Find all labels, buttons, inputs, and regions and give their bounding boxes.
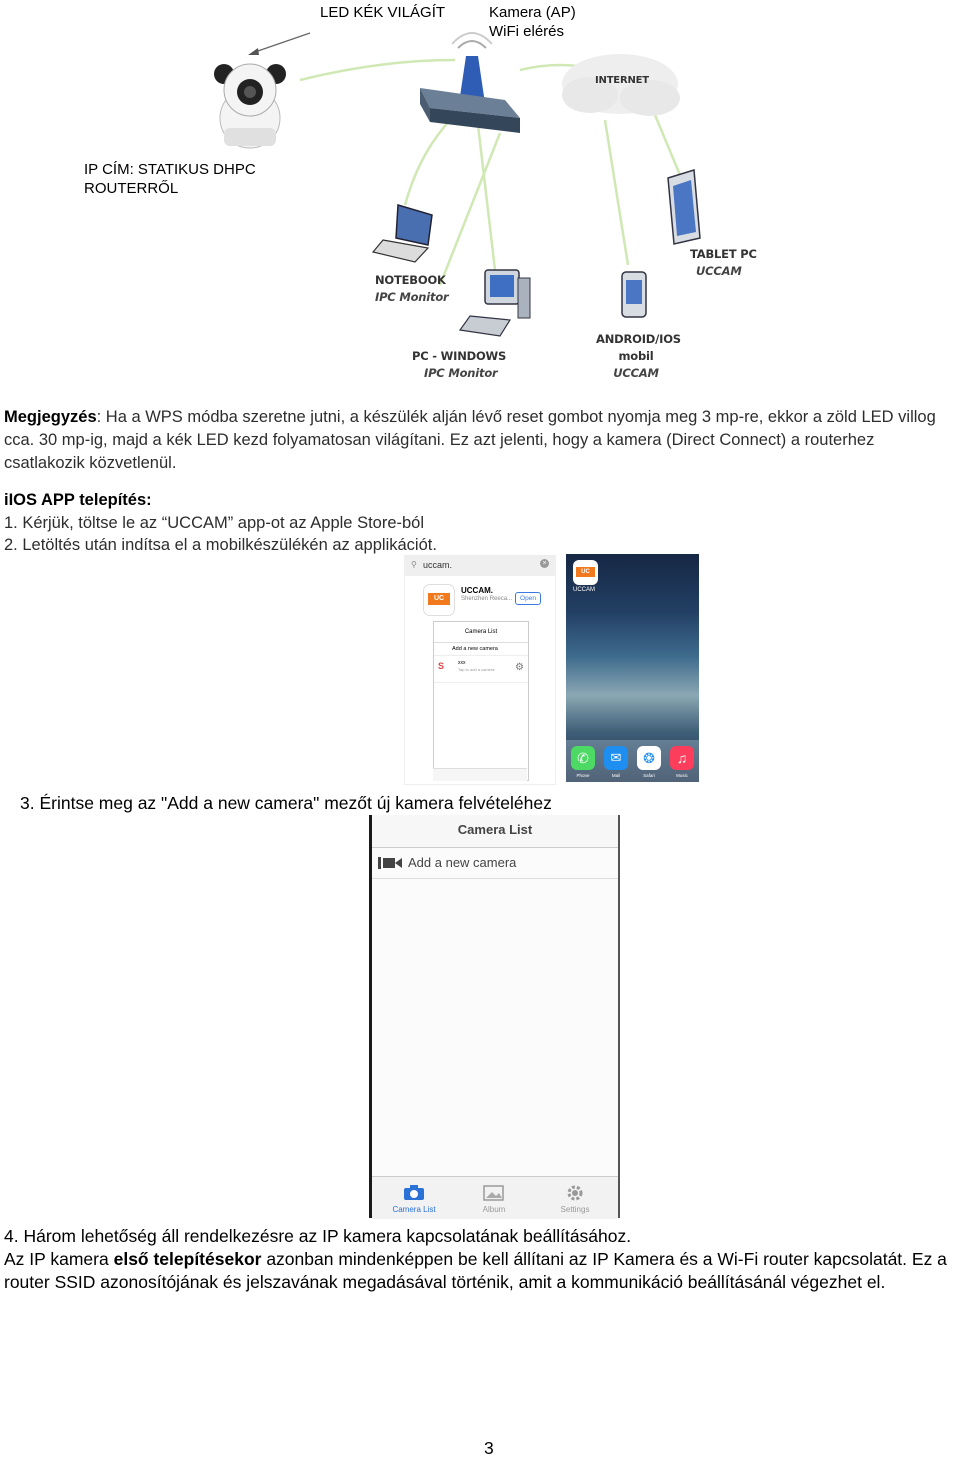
home-app-label: UCCAM [573, 587, 595, 593]
uccam-home-icon[interactable]: UC CAM [573, 560, 598, 585]
device-logo-icon: S [438, 661, 445, 671]
ip-camera-icon [214, 64, 286, 148]
mail-icon[interactable]: ✉ [604, 746, 628, 770]
safari-icon[interactable]: ❂ [637, 746, 661, 770]
album-tab-label[interactable]: Album [482, 1205, 506, 1214]
store-search-bar[interactable] [405, 556, 555, 576]
final-paragraph: Az IP kamera első telepítésekor azonban mindenképpen be kell állítani az IP Kamera és a Wi-Fi router kapcsolatát. Ez a router SSID azonosítójának és jelszavának megadásával történik, amit a kommunikáció beállításánál végezhet el. [4, 1249, 947, 1292]
mini-device-row[interactable]: S xxx Tap to add a camera ⚙ [434, 656, 528, 683]
notebook-label: NOTEBOOK IPC Monitor [375, 273, 449, 304]
store-app-name: UCCAM. [461, 586, 493, 595]
music-icon[interactable]: ♫ [670, 746, 694, 770]
album-tab-icon[interactable] [483, 1184, 505, 1202]
camera-list-screenshot [369, 815, 620, 1218]
tablet-label: TABLET PC UCCAM [690, 247, 757, 278]
mini-title: Camera List [434, 622, 528, 643]
search-icon: ⚲ [411, 560, 417, 569]
step-3: 3. Érintse meg az "Add a new camera" mezőt új kamera felvételéhez [20, 793, 552, 813]
gear-icon[interactable]: ⚙ [515, 662, 524, 673]
mobile-phone-icon [622, 272, 646, 317]
mobile-label: ANDROID/IOS mobil UCCAM [596, 332, 681, 380]
add-camera-row[interactable] [372, 848, 618, 879]
store-search-text: uccam. [423, 560, 453, 570]
note-text: : Ha a WPS módba szeretne jutni, a készülék alján lévő reset gombot nyomja meg 3 mp-re, ekkor a zöld LED villog cca. 30 mp-ig, majd a kék LED kezd folyamatosan világítani. Ez azt jelenti, hogy a kamera (Direct Connect) a routerhez csatlakozik közvetlenül. [4, 408, 936, 472]
camera-ap-label: Kamera (AP) WiFi elérés [489, 4, 576, 40]
ios-step-1: 1. Kérjük, töltse le az “UCCAM” app-ot az Apple Store-ból [4, 514, 425, 532]
note-label: Megjegyzés [4, 408, 97, 426]
camera-icon [378, 857, 404, 869]
pc-label: PC - WINDOWS IPC Monitor [412, 349, 507, 380]
led-label: LED KÉK VILÁGÍT [320, 4, 446, 21]
note-paragraph [4, 406, 958, 475]
page-number: 3 [484, 1438, 494, 1458]
pc-icon [460, 270, 530, 336]
tablet-icon [668, 170, 700, 244]
app-store-screenshot [404, 555, 556, 785]
home-screen-screenshot: UC CAM UCCAM ✆ ✉ ❂ ♫ Phone Mail Safari Music [566, 554, 699, 782]
clear-search-icon[interactable]: × [540, 559, 549, 568]
ios-step-2: 2. Letöltés után indítsa el a mobilkészülékén az applikációt. [4, 536, 437, 554]
mini-camera-list [433, 621, 529, 781]
phone-icon[interactable]: ✆ [571, 746, 595, 770]
network-diagram [190, 25, 780, 390]
step-4: 4. Három lehetőség áll rendelkezésre az IP kamera kapcsolatának beállításához. [4, 1226, 632, 1246]
uccam-app-icon: UC CAM [423, 584, 455, 616]
add-camera-label: Add a new camera [408, 855, 517, 870]
camera-list-title: Camera List [372, 815, 618, 848]
final-bold: első telepítésekor [113, 1249, 262, 1269]
settings-tab-icon[interactable] [565, 1183, 585, 1203]
camera-list-tab-label[interactable]: Camera List [392, 1205, 436, 1214]
ios-heading: iIOS APP telepítés: [4, 491, 152, 509]
internet-label: INTERNET [595, 75, 649, 86]
settings-tab-label[interactable]: Settings [560, 1205, 590, 1214]
ip-address-label: IP CÍM: STATIKUS DHPC ROUTERRŐL [84, 161, 256, 197]
notebook-icon [373, 205, 432, 262]
camera-list-tab-icon[interactable] [403, 1183, 425, 1201]
open-button[interactable]: Open [515, 592, 541, 605]
mini-tab-bar [433, 768, 527, 781]
store-developer: Shenzhen Reeca... [461, 596, 513, 602]
mini-add-camera[interactable]: Add a new camera [434, 643, 528, 656]
